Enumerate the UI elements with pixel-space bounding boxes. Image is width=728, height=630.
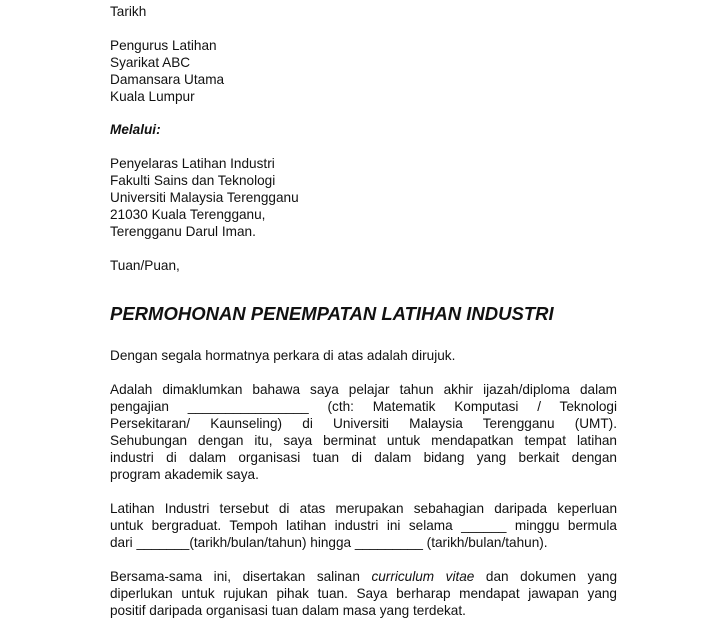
recipient-line: Syarikat ABC: [110, 55, 191, 70]
via-line: Universiti Malaysia Terengganu: [110, 190, 299, 205]
curriculum-vitae-italic: curriculum vitae: [371, 569, 475, 584]
paragraph-line: program akademik saya.: [110, 467, 259, 482]
paragraph-line: Persekitaran/ Kaunseling) di Universiti Malaysia Terengganu (UMT).: [110, 416, 617, 431]
paragraph-line: untuk bergraduat. Tempoh latihan industri ini selama ______ minggu bermula: [110, 518, 617, 533]
subject-heading: PERMOHONAN PENEMPATAN LATIHAN INDUSTRI: [110, 303, 554, 324]
via-line: Penyelaras Latihan Industri: [110, 156, 275, 171]
text-segment: dan dokumen yang: [485, 569, 618, 584]
paragraph-line: [110, 568, 617, 585]
recipient-line: Kuala Lumpur: [110, 89, 195, 104]
via-label: Melalui:: [110, 122, 161, 137]
paragraph-line: diperlukan untuk rujukan pihak tuan. Saya berharap mendapat jawapan yang: [110, 586, 617, 601]
recipient-line: Pengurus Latihan: [110, 38, 217, 53]
recipient-line: Damansara Utama: [110, 72, 225, 87]
paragraph-line: pengajian ________________ (cth: Matematik Komputasi / Teknologi: [110, 399, 617, 414]
paragraph-line: positif daripada organisasi tuan dalam masa yang terdekat.: [110, 603, 466, 618]
paragraph-line: dari _______(tarikh/bulan/tahun) hingga _________ (tarikh/bulan/tahun).: [110, 535, 548, 550]
paragraph-line: Adalah dimaklumkan bahawa saya pelajar tahun akhir ijazah/diploma dalam: [110, 382, 617, 397]
via-line: Terengganu Darul Iman.: [110, 224, 256, 239]
paragraph-intro: Dengan segala hormatnya perkara di atas adalah dirujuk.: [110, 348, 456, 363]
via-line: Fakulti Sains dan Teknologi: [110, 173, 276, 188]
via-line: 21030 Kuala Terengganu,: [110, 207, 266, 222]
text-segment: Bersama-sama ini, disertakan salinan: [110, 569, 360, 584]
salutation: Tuan/Puan,: [110, 258, 180, 273]
paragraph-line: industri di dalam organisasi tuan di dalam bidang yang berkait dengan: [110, 450, 617, 465]
date-label: Tarikh: [110, 4, 147, 19]
paragraph-line: Sehubungan dengan itu, saya berminat untuk mendapatkan tempat latihan: [110, 433, 617, 448]
paragraph-line: Latihan Industri tersebut di atas merupakan sebahagian daripada keperluan: [110, 501, 617, 516]
